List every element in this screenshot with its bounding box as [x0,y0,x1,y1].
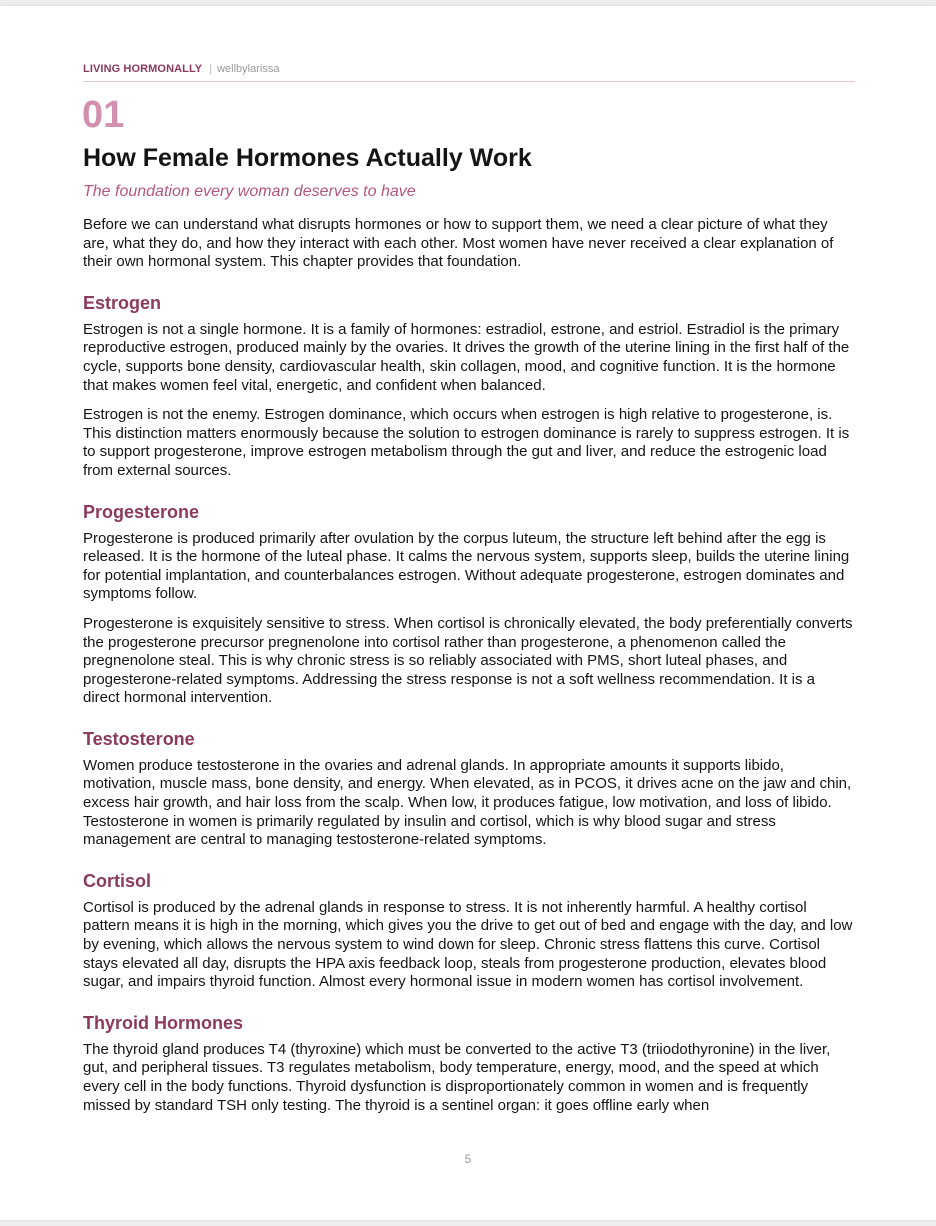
section-heading-progesterone: Progesterone [83,501,200,522]
chapter-body [83,216,855,1126]
section-heading-cortisol: Cortisol [83,870,152,891]
section-heading-estrogen: Estrogen [83,292,162,313]
header-separator: | [209,63,213,75]
estrogen-paragraph: Estrogen is not the enemy. Estrogen dominance, which occurs when estrogen is high relative to progesterone, is. This distinction matters enormously because the solution to estrogen dominance is rarely to suppress estrogen. It is to support progesterone, improve estrogen metabolism through the gut and liver, and reduce the estrogenic load from external sources. [83,406,850,479]
progesterone-paragraph: Progesterone is produced primarily after ovulation by the corpus luteum, the structure left behind after the egg is released. It is the hormone of the luteal phase. It calms the nervous system, supports sleep, builds the uterine lining for potential implantation, and counterbalances estrogen. Without adequate progesterone, estrogen dominates and symptoms follow. [83,529,850,603]
page-number: 5 [464,1152,472,1166]
thyroid-paragraph: The thyroid gland produces T4 (thyroxine) which must be converted to the active T3 (triiodothyronine) in the liver, gut, and peripheral tissues. T3 regulates metabolism, body temperature, energy, mood, and the speed at which every cell in the body functions. Thyroid dysfunction is disproportionately common in women and is frequently missed by standard TSH only testing. The thyroid is a sentinel organ: it goes offline early when [83,1040,831,1114]
estrogen-paragraph: Estrogen is not a single hormone. It is a family of hormones: estradiol, estrone, and estriol. Estradiol is the primary reproductive estrogen, produced mainly by the ovaries. It drives the growth of the uterine lining in the first half of the cycle, supports bone density, cardiovascular health, skin collagen, mood, and cognitive function. It is the hormone that makes women feel vital, energetic, and confident when balanced. [83,320,850,394]
section-heading-testosterone: Testosterone [83,728,195,749]
chapter-title: How Female Hormones Actually Work [83,144,532,172]
header-brand: LIVING HORMONALLY [83,63,203,75]
section-heading-thyroid: Thyroid Hormones [83,1012,244,1033]
header-site: wellbylarissa [217,63,280,75]
chapter-number: 01 [82,94,125,136]
document-page [0,6,936,1220]
chapter-subtitle: The foundation every woman deserves to have [83,183,416,200]
intro-paragraph: Before we can understand what disrupts hormones or how to support them, we need a clear picture of what they are, what they do, and how they interact with each other. Most women have never received a clear explanation of their own hormonal system. This chapter provides that foundation. [83,216,834,271]
running-header [83,62,855,82]
cortisol-paragraph: Cortisol is produced by the adrenal glands in response to stress. It is not inherently harmful. A healthy cortisol pattern means it is high in the morning, which gives you the drive to get out of bed and engage with the day, and low by evening, which allows the nervous system to wind down for sleep. Chronic stress flattens this curve. Cortisol stays elevated all day, disrupts the HPA axis feedback loop, steals from progesterone production, elevates blood sugar, and impairs thyroid function. Almost every hormonal issue in modern women has cortisol involvement. [83,898,853,991]
progesterone-paragraph: Progesterone is exquisitely sensitive to stress. When cortisol is chronically elevated, the body preferentially converts the progesterone precursor pregnenolone into cortisol rather than progesterone, a phenomenon called the pregnenolone steal. This is why chronic stress is so reliably associated with PMS, short luteal phases, and progesterone-related symptoms. Addressing the stress response is not a soft wellness recommendation. It is a direct hormonal intervention. [83,614,853,707]
testosterone-paragraph: Women produce testosterone in the ovaries and adrenal glands. In appropriate amounts it supports libido, motivation, muscle mass, bone density, and energy. When elevated, as in PCOS, it drives acne on the jaw and chin, excess hair growth, and hair loss from the scalp. When low, it produces fatigue, low motivation, and loss of libido. Testosterone in women is primarily regulated by insulin and cortisol, which is why blood sugar and stress management are central to managing testosterone-related symptoms. [83,756,852,849]
